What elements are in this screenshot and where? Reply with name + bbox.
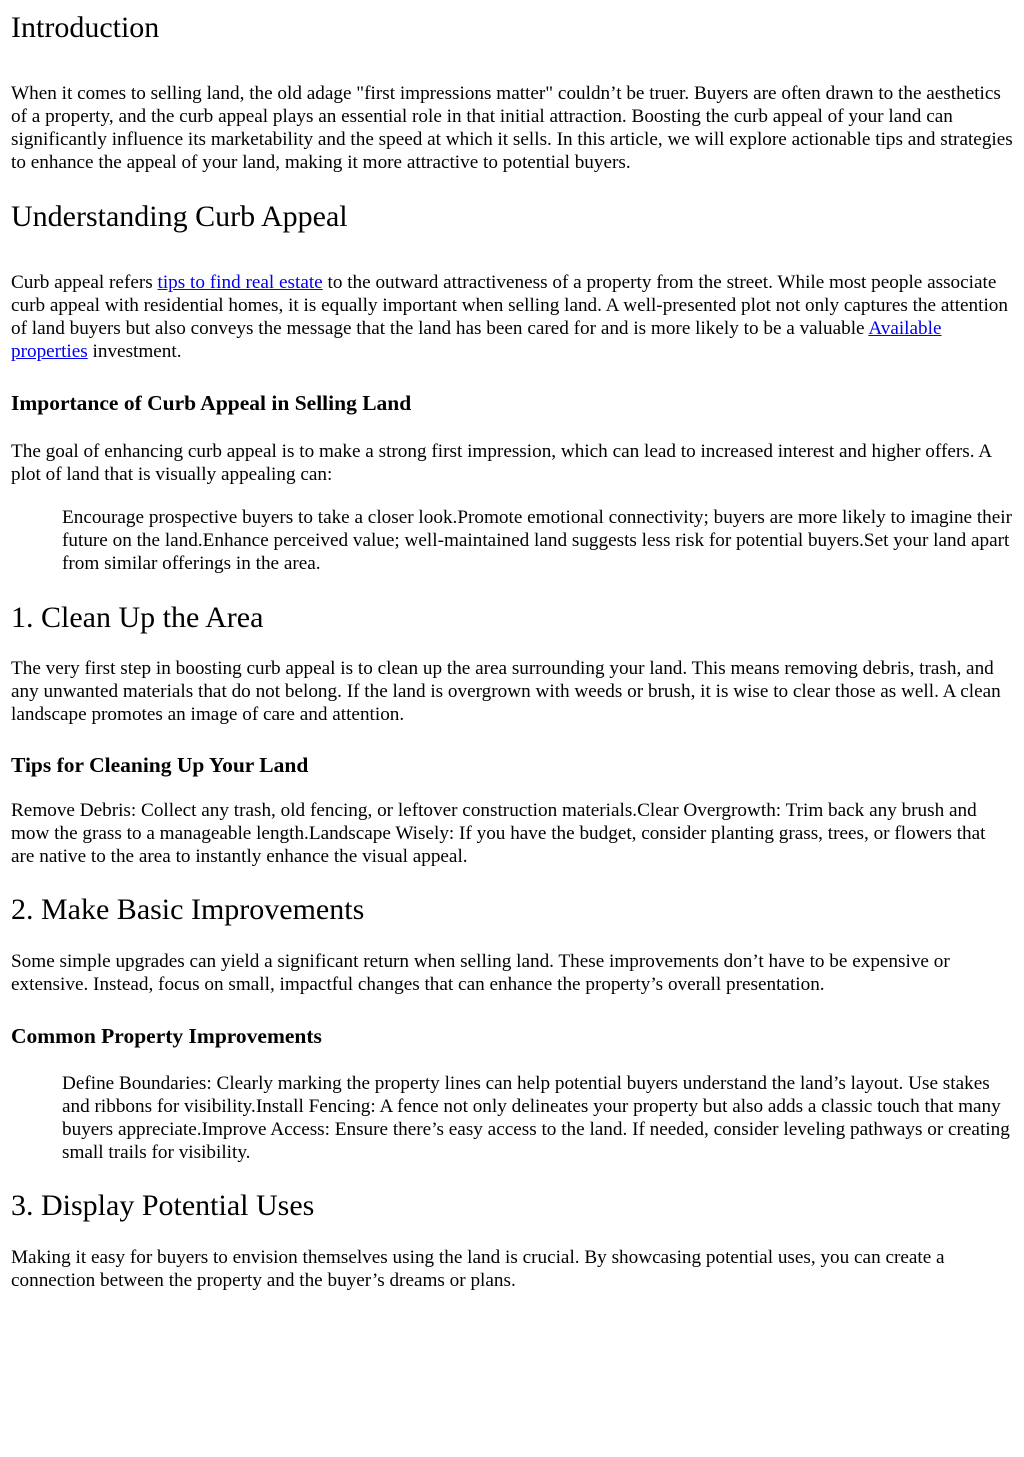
heading-tips-for-cleaning: Tips for Cleaning Up Your Land xyxy=(11,753,309,777)
heading-importance-of-curb-appeal: Importance of Curb Appeal in Selling Land xyxy=(11,391,412,415)
paragraph-improvements: Some simple upgrades can yield a significant return when selling land. These improvements don’t have to be expensive or extensive. Instead, focus on small, impactful changes that can enhance the property’s overall presentation. xyxy=(11,951,950,995)
paragraph-text: investment. xyxy=(87,341,182,362)
link-available-properties[interactable]: Available properties xyxy=(11,318,942,362)
blockquote-improvements: Define Boundaries: Clearly marking the property lines can help potential buyers understand the land’s layout. Use stakes and ribbons for visibility.Install Fencing: A fence not only delineates your property but also adds a classic touch that many buyers appreciate.Improve Access: Ensure there’s easy access to the land. If needed, consider leveling pathways or creating small trails for visibility. xyxy=(62,1073,1010,1163)
paragraph-cleaning-tips: Remove Debris: Collect any trash, old fencing, or leftover construction materials.Clear Overgrowth: Trim back any brush and mow the grass to a manageable length.Landscape Wisely: If you have the budget, consider planting grass, trees, or flowers that are native to the area to instantly enhance the visual appeal. xyxy=(11,800,986,867)
paragraph-text: to the outward attractiveness of a property from the street. While most people associate curb appeal with residential homes, it is equally important when selling land. A well-presented plot not only captures the attention of land buyers but also conveys the message that the land has been cared for and is more likely to be a valuable xyxy=(11,272,1008,339)
paragraph-importance: The goal of enhancing curb appeal is to make a strong first impression, which can lead to increased interest and higher offers. A plot of land that is visually appealing can: xyxy=(11,441,992,485)
article xyxy=(0,11,1024,1292)
heading-understanding-curb-appeal: Understanding Curb Appeal xyxy=(11,200,348,233)
paragraph-text: Curb appeal refers xyxy=(11,272,158,293)
blockquote-benefits: Encourage prospective buyers to take a closer look.Promote emotional connectivity; buyers are more likely to imagine their future on the land.Enhance perceived value; well-maintained land suggests less risk for potential buyers.Set your land apart from similar offerings in the area. xyxy=(62,507,1013,574)
paragraph-clean-up: The very first step in boosting curb appeal is to clean up the area surrounding your land. This means removing debris, trash, and any unwanted materials that do not belong. If the land is overgrown with weeds or brush, it is wise to clear those as well. A clean landscape promotes an image of care and attention. xyxy=(11,658,1001,725)
paragraph-potential-uses: Making it easy for buyers to envision themselves using the land is crucial. By showcasing potential uses, you can create a connection between the property and the buyer’s dreams or plans. xyxy=(11,1247,945,1291)
heading-display-potential-uses: 3. Display Potential Uses xyxy=(11,1189,315,1222)
paragraph-introduction: When it comes to selling land, the old adage "first impressions matter" couldn’t be truer. Buyers are often drawn to the aesthetics of a property, and the curb appeal plays an essential role in that initial attraction. Boosting the curb appeal of your land can significantly influence its marketability and the speed at which it sells. In this article, we will explore actionable tips and strategies to enhance the appeal of your land, making it more attractive to potential buyers. xyxy=(11,83,1013,173)
heading-common-property-improvements: Common Property Improvements xyxy=(11,1024,322,1048)
heading-introduction: Introduction xyxy=(11,11,160,44)
link-tips-to-find-real-estate[interactable]: tips to find real estate xyxy=(157,272,323,293)
heading-make-basic-improvements: 2. Make Basic Improvements xyxy=(11,893,365,926)
paragraph-understanding-curb-appeal xyxy=(11,271,1013,363)
heading-clean-up-the-area: 1. Clean Up the Area xyxy=(11,601,264,634)
